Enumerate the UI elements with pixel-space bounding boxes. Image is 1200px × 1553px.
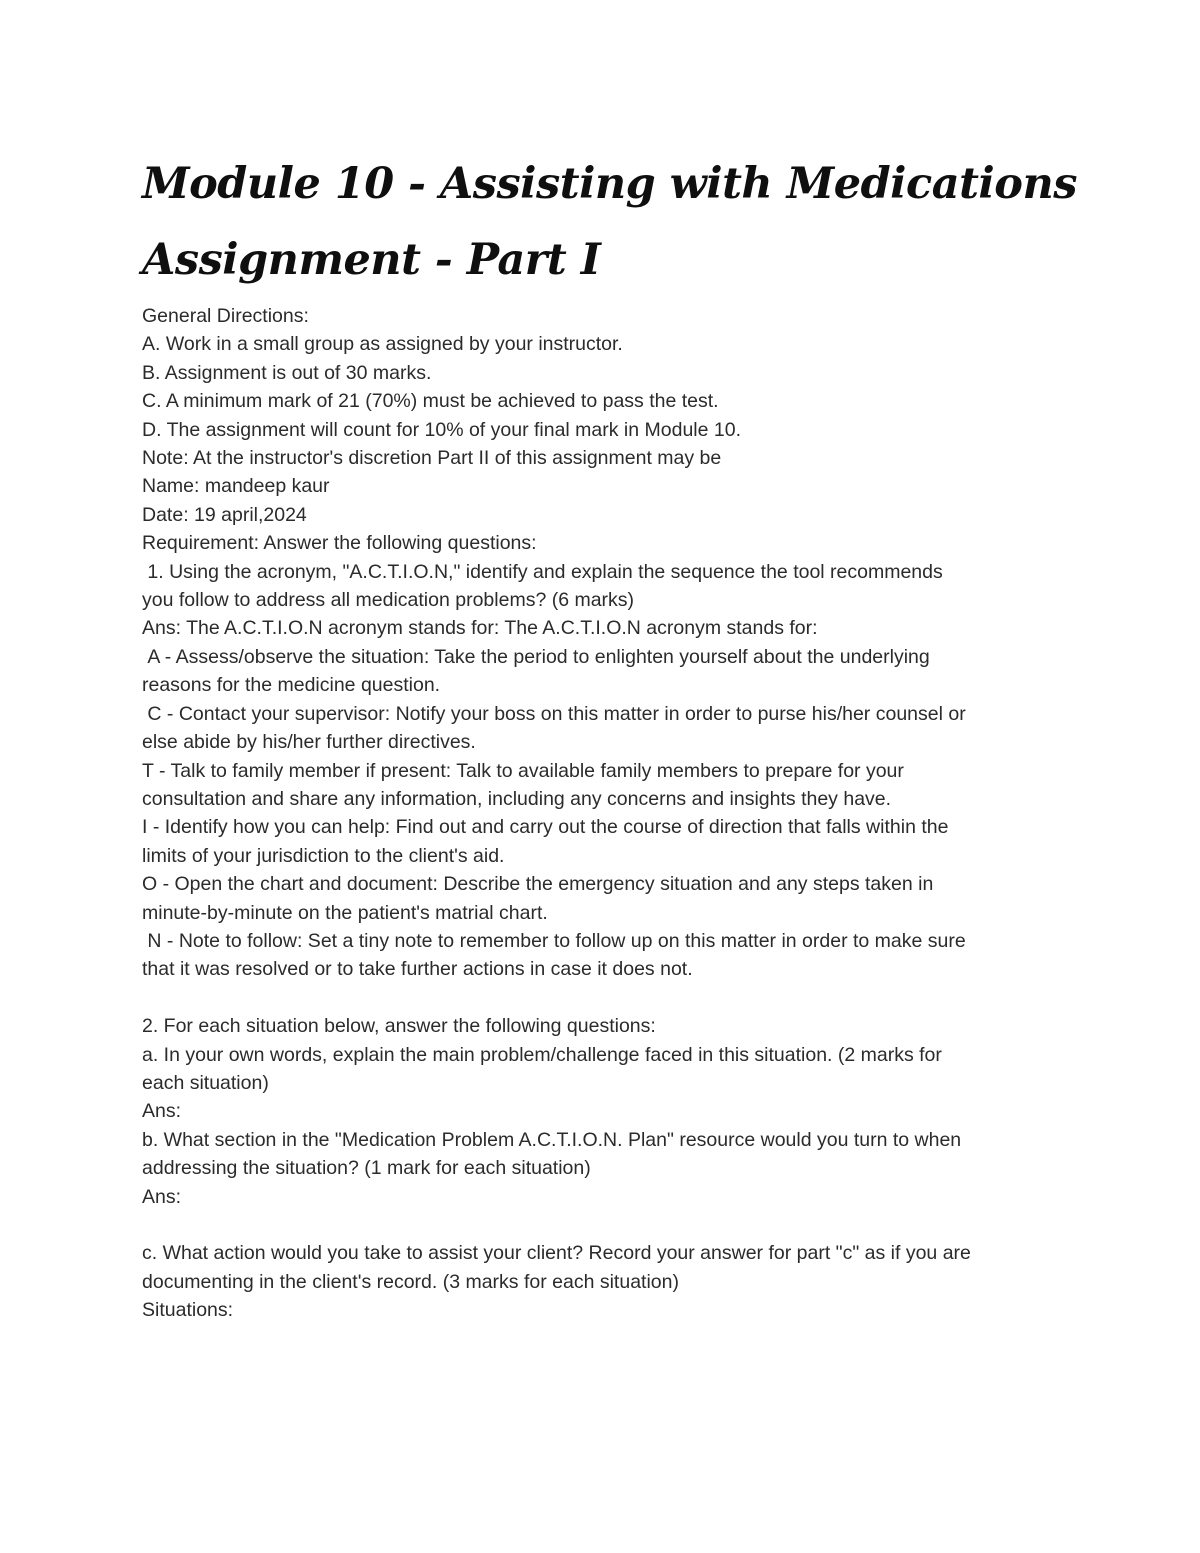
q2-intro: 2. For each situation below, answer the following questions:: [142, 1015, 656, 1038]
q1-c-line-2: else abide by his/her further directives.: [142, 731, 476, 754]
q1-o-line-1: O - Open the chart and document: Describe the emergency situation and any steps taken in: [142, 873, 934, 896]
q1-answer-intro: Ans: The A.C.T.I.O.N acronym stands for: The A.C.T.I.O.N acronym stands for:: [142, 617, 818, 640]
requirement: Requirement: Answer the following questions:: [142, 532, 537, 555]
q1-t-line-2: consultation and share any information, including any concerns and insights they have.: [142, 787, 892, 810]
direction-a: A. Work in a small group as assigned by your instructor.: [142, 333, 623, 356]
q1-n-line-1: N - Note to follow: Set a tiny note to remember to follow up on this matter in order to make sure: [142, 929, 966, 952]
q1-i-line-1: I - Identify how you can help: Find out and carry out the course of direction that falls within the: [142, 816, 949, 839]
q2-b-line-1: b. What section in the "Medication Problem A.C.T.I.O.N. Plan" resource would you turn to when: [142, 1128, 962, 1151]
student-name: Name: mandeep kaur: [142, 475, 330, 498]
title-line-2: Assignment - Part I: [142, 235, 601, 285]
q2-a-line-1: a. In your own words, explain the main problem/challenge faced in this situation. (2 marks for: [142, 1043, 942, 1066]
direction-d: D. The assignment will count for 10% of your final mark in Module 10.: [142, 418, 742, 441]
q1-a-line-2: reasons for the medicine question.: [142, 674, 441, 697]
q2-a-answer: Ans:: [142, 1100, 182, 1123]
q2-a-line-2: each situation): [142, 1071, 269, 1094]
q1-question-line-1: 1. Using the acronym, "A.C.T.I.O.N," identify and explain the sequence the tool recommends: [142, 560, 943, 583]
document-content: [142, 146, 1077, 1325]
paragraph-spacer: [142, 1211, 1072, 1239]
q1-n-line-2: that it was resolved or to take further actions in case it does not.: [142, 958, 693, 981]
q2-b-answer: Ans:: [142, 1185, 182, 1208]
q1-question-line-2: you follow to address all medication problems? (6 marks): [142, 589, 635, 612]
q1-t-line-1: T - Talk to family member if present: Talk to available family members to prepare for your: [142, 759, 904, 782]
direction-c: C. A minimum mark of 21 (70%) must be achieved to pass the test.: [142, 390, 719, 413]
q1-c-line-1: C - Contact your supervisor: Notify your boss on this matter in order to purse his/her counsel or: [142, 702, 966, 725]
direction-b: B. Assignment is out of 30 marks.: [142, 361, 432, 384]
direction-note: Note: At the instructor's discretion Part II of this assignment may be: [142, 447, 722, 470]
general-directions-heading: General Directions:: [142, 305, 309, 327]
q1-a-line-1: A - Assess/observe the situation: Take the period to enlighten yourself about the underlying: [142, 645, 930, 668]
q1-i-line-2: limits of your jurisdiction to the client's aid.: [142, 844, 505, 867]
q2-c-line-2: documenting in the client's record. (3 marks for each situation): [142, 1270, 679, 1293]
paragraph-spacer: [142, 984, 1072, 1012]
q1-o-line-2: minute-by-minute on the patient's matrial chart.: [142, 901, 548, 924]
q2-b-line-2: addressing the situation? (1 mark for each situation): [142, 1157, 591, 1180]
submission-date: Date: 19 april,2024: [142, 503, 307, 526]
document-body: [142, 302, 1072, 1325]
document-title: [142, 146, 1077, 298]
situations-heading: Situations:: [142, 1299, 234, 1322]
title-line-1: Module 10 - Assisting with Medications: [142, 159, 1077, 209]
q2-c-line-1: c. What action would you take to assist your client? Record your answer for part "c" as if you are: [142, 1242, 971, 1265]
